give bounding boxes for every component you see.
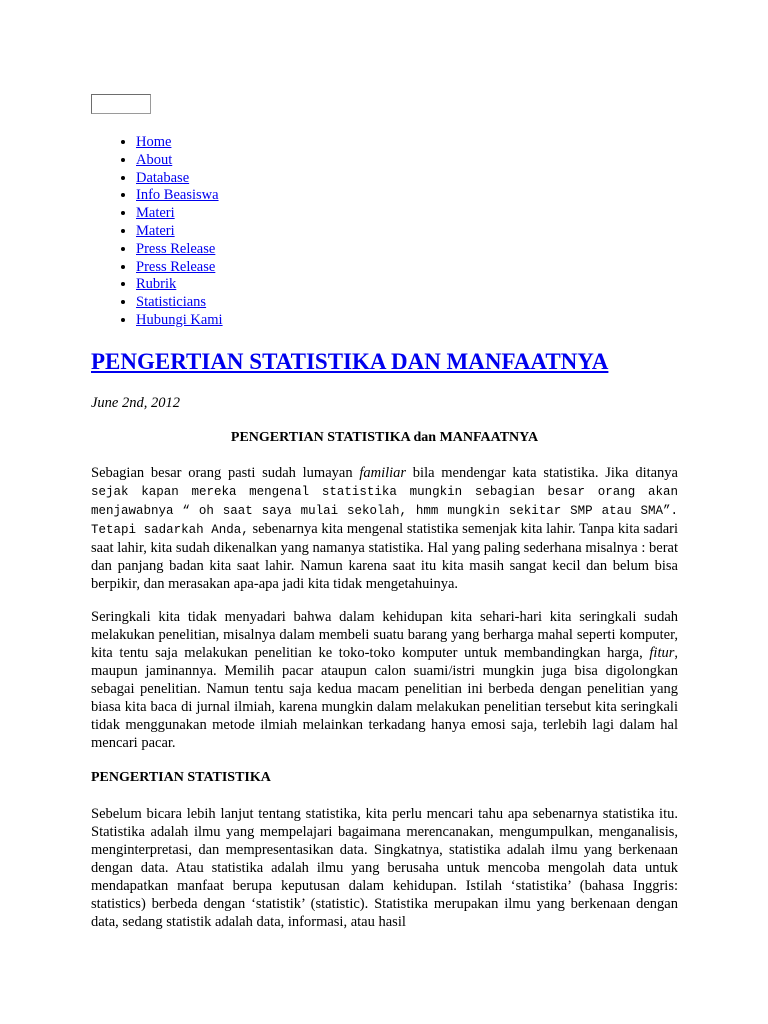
- nav-link-materi[interactable]: Materi: [136, 205, 175, 222]
- text: Seringkali kita tidak menyadari bahwa dalam kehidupan kita sehari-hari kita seringkali sudah melakukan penelitian, misalnya dalam membeli suatu barang yang berharga mahal seperti komputer, kita tentu saja melakukan penelitian ke toko-toko komputer untuk membandingkan harga,: [91, 609, 678, 661]
- nav-item-materi: [136, 205, 223, 223]
- nav-link-statisticians[interactable]: Statisticians: [136, 294, 207, 311]
- nav-item-press-release: [136, 241, 223, 259]
- emphasis-text: fitur: [649, 645, 675, 661]
- nav-item-about: [136, 152, 223, 170]
- nav-item-press-release-2: [136, 259, 223, 277]
- nav-item-hubungi-kami: [136, 312, 223, 330]
- post-title: [91, 348, 608, 376]
- search-input[interactable]: [91, 94, 151, 114]
- nav-item-home: [136, 134, 223, 152]
- post-title-link[interactable]: PENGERTIAN STATISTIKA DAN MANFAATNYA: [91, 349, 609, 374]
- section-heading: PENGERTIAN STATISTIKA: [91, 770, 271, 785]
- nav-link-press-release-2[interactable]: Press Release: [136, 258, 216, 275]
- nav-item-info-beasiswa: [136, 187, 223, 205]
- emphasis-text: familiar: [359, 465, 407, 481]
- text: , maupun jaminannya. Memilih pacar ataupun calon suami/istri mungkin juga bisa digolongkan sebagai penelitian. Namun tentu saja kedua macam penelitian ini berbeda dengan penelitian yang biasa kita baca di jurnal ilmiah, karena mungkin dalam melakukan penelitian tersebut kita seringkali tidak menggunakan metode ilmiah melainkan terkadang hanya emosi saja, terlebih lagi dalam hal mencari pacar.: [91, 645, 678, 751]
- nav-link-materi-2[interactable]: Materi: [136, 222, 175, 239]
- nav-link-database[interactable]: Database: [136, 169, 190, 186]
- nav-link-home[interactable]: Home: [136, 134, 172, 150]
- nav-link-rubrik[interactable]: Rubrik: [136, 276, 177, 293]
- article-heading: PENGERTIAN STATISTIKA dan MANFAATNYA: [230, 430, 539, 445]
- monospace-text: sejak kapan mereka mengenal statistika mungkin sebagian besar orang akan menjawabnya “ oh saat saya mulai sekolah, hmm mungkin sekitar SMP atau SMA”. Tetapi sadarkah Anda,: [91, 485, 678, 537]
- nav-link-info-beasiswa[interactable]: Info Beasiswa: [136, 187, 219, 204]
- text: bila mendengar kata statistika. Jika ditanya: [406, 465, 678, 481]
- paragraph-intro: [91, 464, 678, 593]
- text: Sebagian besar orang pasti sudah lumayan: [91, 465, 360, 481]
- nav-link-about[interactable]: About: [136, 151, 173, 168]
- nav-menu: [100, 134, 223, 330]
- nav-item-materi-2: [136, 223, 223, 241]
- post-date: June 2nd, 2012: [91, 395, 180, 411]
- paragraph-definition: Sebelum bicara lebih lanjut tentang statistika, kita perlu mencari tahu apa sebenarnya statistika itu. Statistika adalah ilmu yang mempelajari bagaimana merencanakan, mengumpulkan, menganalisis, menginterpretasi, dan mempresentasikan data. Singkatnya, statistika adalah ilmu yang berkenaan dengan data. Atau statistika adalah ilmu yang berusaha untuk mencoba mengolah data untuk mendapatkan manfaat berupa keputusan dalam kehidupan. Istilah ‘statistika’ (bahasa Inggris: statistics) berbeda dengan ‘statistik’ (statistic). Statistika merupakan ilmu yang berkenaan dengan data, sedang statistik adalah data, informasi, atau hasil: [91, 806, 678, 930]
- nav-link-press-release[interactable]: Press Release: [136, 240, 216, 257]
- text: sebenarnya kita mengenal statistika semenjak kita lahir. Tanpa kita sadari saat lahir, kita sudah dikenalkan yang namanya statistika. Hal yang paling sederhana misalnya : berat dan panjang badan kita saat lahir. Namun karena saat itu kita masih sangat kecil dan belum bisa berpikir, dan merasakan apa-apa jadi kita tidak mengetahuinya.: [91, 521, 678, 592]
- nav-item-rubrik: [136, 276, 223, 294]
- nav-link-hubungi-kami[interactable]: Hubungi Kami: [136, 311, 223, 328]
- paragraph-research: [91, 608, 678, 752]
- nav-item-database: [136, 170, 223, 188]
- nav-item-statisticians: [136, 294, 223, 312]
